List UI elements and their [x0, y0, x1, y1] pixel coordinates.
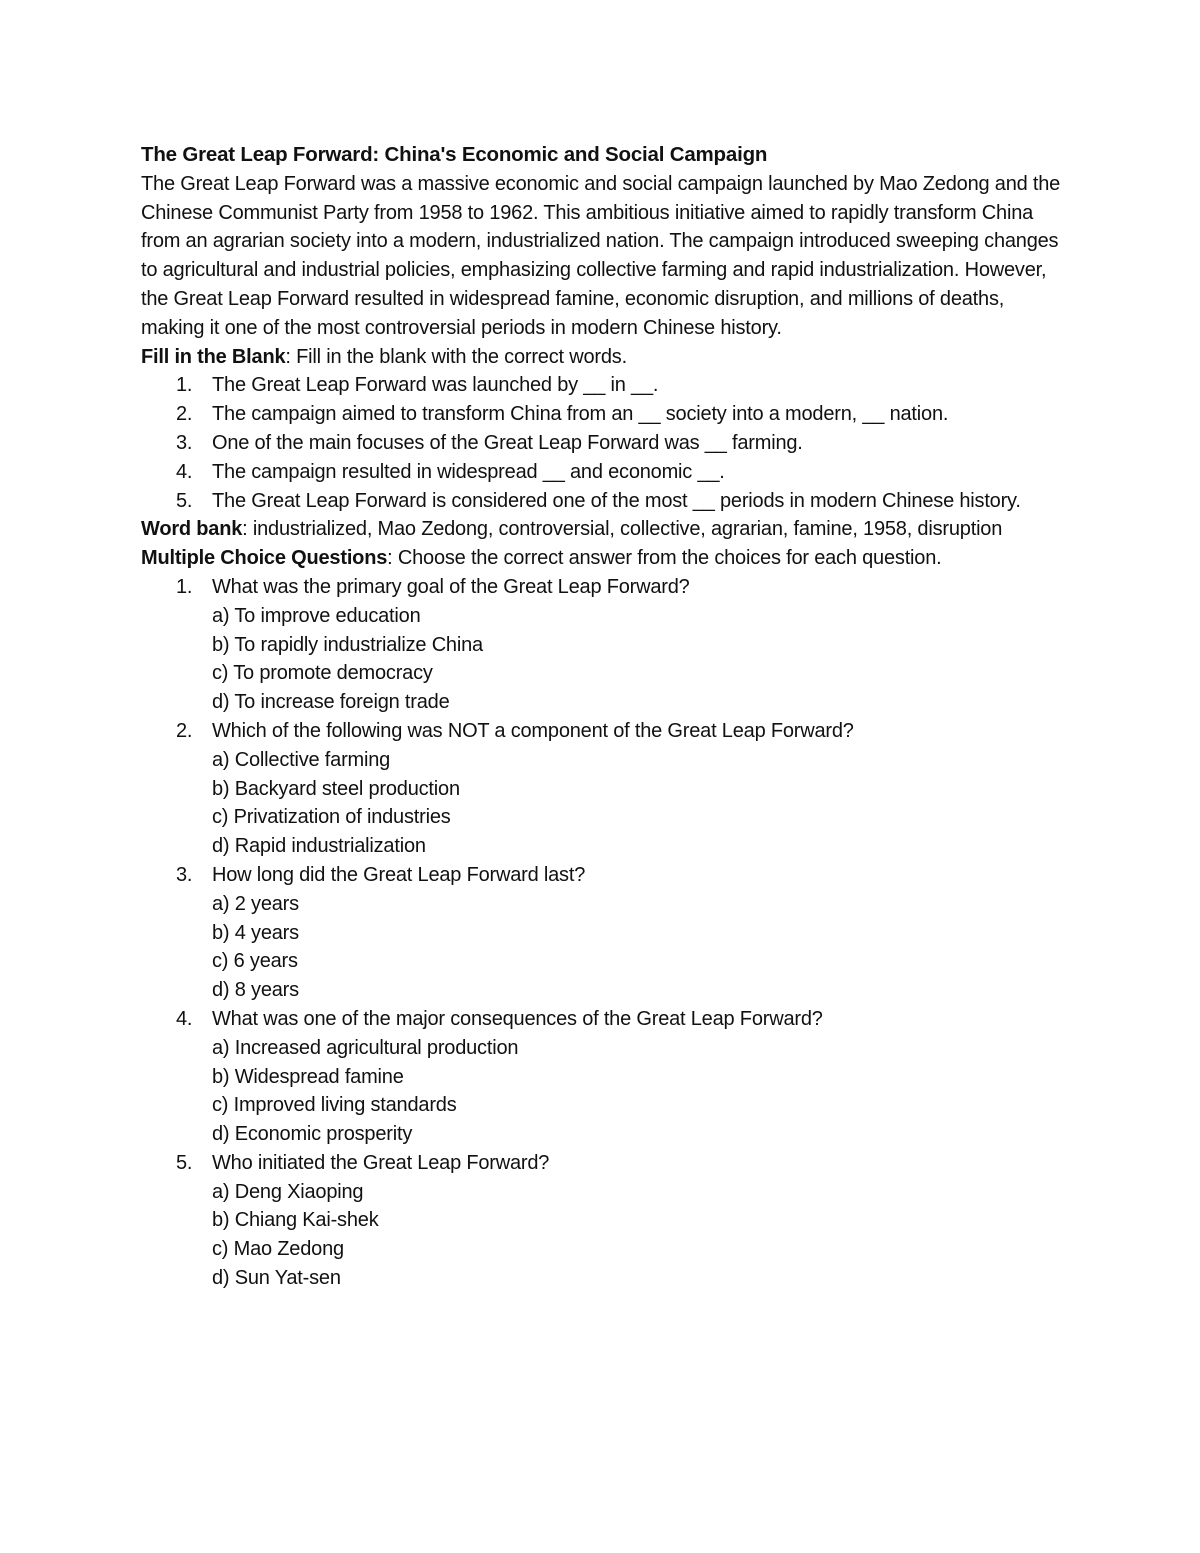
- choice-list: [212, 602, 1066, 717]
- choice: d) Rapid industrialization: [212, 835, 426, 858]
- question-text: How long did the Great Leap Forward last?: [212, 863, 586, 886]
- fill-blank-heading: [141, 343, 1066, 372]
- fill-blank-item: [141, 371, 1066, 400]
- choice: b) To rapidly industrialize China: [212, 633, 483, 656]
- word-bank: [141, 515, 1066, 544]
- fill-blank-label: Fill in the Blank: [141, 345, 286, 368]
- question-item: [141, 861, 1066, 1005]
- multiple-choice-heading: [141, 544, 1066, 573]
- multiple-choice-label: Multiple Choice Questions: [141, 547, 388, 570]
- question-text: What was one of the major consequences of the Great Leap Forward?: [212, 1007, 823, 1030]
- fill-blank-item: [141, 429, 1066, 458]
- choice-list: [212, 890, 1066, 1005]
- choice: d) Sun Yat-sen: [212, 1267, 341, 1290]
- choice: a) Collective farming: [212, 748, 391, 771]
- choice: a) Increased agricultural production: [212, 1036, 519, 1059]
- question-list: [141, 573, 1066, 1293]
- fill-blank-item: [141, 400, 1066, 429]
- question-number: 4.: [176, 1007, 193, 1030]
- item-number: 2.: [176, 403, 193, 426]
- fill-blank-list: [141, 371, 1066, 515]
- question-item: [141, 717, 1066, 861]
- question-text: What was the primary goal of the Great Leap Forward?: [212, 575, 690, 598]
- item-number: 1.: [176, 374, 193, 397]
- question-number: 3.: [176, 863, 193, 886]
- question-item: [141, 573, 1066, 717]
- choice: d) 8 years: [212, 979, 299, 1002]
- question-number: 5.: [176, 1151, 193, 1174]
- fill-blank-item: [141, 458, 1066, 487]
- choice-list: [212, 746, 1066, 861]
- item-text: The campaign aimed to transform China from an __ society into a modern, __ nation.: [212, 403, 949, 426]
- choice-list: [212, 1034, 1066, 1149]
- choice: a) 2 years: [212, 892, 299, 915]
- choice: d) Economic prosperity: [212, 1123, 413, 1146]
- intro-paragraph: The Great Leap Forward was a massive economic and social campaign launched by Mao Zedong and the Chinese Communist Party from 1958 to 1962. This ambitious initiative aimed to rapidly transform China from an agrarian society into a modern, industrialized nation. The campaign introduced sweeping changes to agricultural and industrial policies, emphasizing collective farming and rapid industrialization. However, the Great Leap Forward resulted in widespread famine, economic disruption, and millions of deaths, making it one of the most controversial periods in modern Chinese history.: [141, 172, 1061, 339]
- choice: b) Chiang Kai-shek: [212, 1209, 379, 1232]
- item-text: The Great Leap Forward is considered one of the most __ periods in modern Chinese history.: [212, 489, 1021, 512]
- document-page: [141, 141, 1066, 1293]
- fill-blank-instruction: : Fill in the blank with the correct words.: [285, 345, 627, 368]
- choice: a) Deng Xiaoping: [212, 1180, 364, 1203]
- question-number: 1.: [176, 575, 193, 598]
- item-number: 3.: [176, 431, 193, 454]
- choice: b) Backyard steel production: [212, 777, 460, 800]
- choice: b) 4 years: [212, 921, 299, 944]
- choice: c) 6 years: [212, 950, 298, 973]
- fill-blank-item: [141, 487, 1066, 516]
- multiple-choice-instruction: : Choose the correct answer from the choices for each question.: [387, 547, 942, 570]
- choice: c) To promote democracy: [212, 662, 433, 685]
- item-text: The Great Leap Forward was launched by __ in __.: [212, 374, 659, 397]
- item-number: 4.: [176, 460, 193, 483]
- word-bank-text: : industrialized, Mao Zedong, controversial, collective, agrarian, famine, 1958, disruption: [242, 518, 1003, 541]
- choice: a) To improve education: [212, 604, 421, 627]
- question-text: Which of the following was NOT a component of the Great Leap Forward?: [212, 719, 854, 742]
- question-number: 2.: [176, 719, 193, 742]
- question-text: Who initiated the Great Leap Forward?: [212, 1151, 550, 1174]
- item-text: One of the main focuses of the Great Leap Forward was __ farming.: [212, 431, 803, 454]
- document-title: The Great Leap Forward: China's Economic and Social Campaign: [141, 143, 768, 166]
- choice-list: [212, 1178, 1066, 1293]
- choice: b) Widespread famine: [212, 1065, 404, 1088]
- choice: c) Improved living standards: [212, 1094, 457, 1117]
- question-item: [141, 1005, 1066, 1149]
- choice: c) Mao Zedong: [212, 1238, 344, 1261]
- choice: c) Privatization of industries: [212, 806, 451, 829]
- choice: d) To increase foreign trade: [212, 691, 450, 714]
- item-number: 5.: [176, 489, 193, 512]
- item-text: The campaign resulted in widespread __ and economic __.: [212, 460, 725, 483]
- word-bank-label: Word bank: [141, 518, 243, 541]
- question-item: [141, 1149, 1066, 1293]
